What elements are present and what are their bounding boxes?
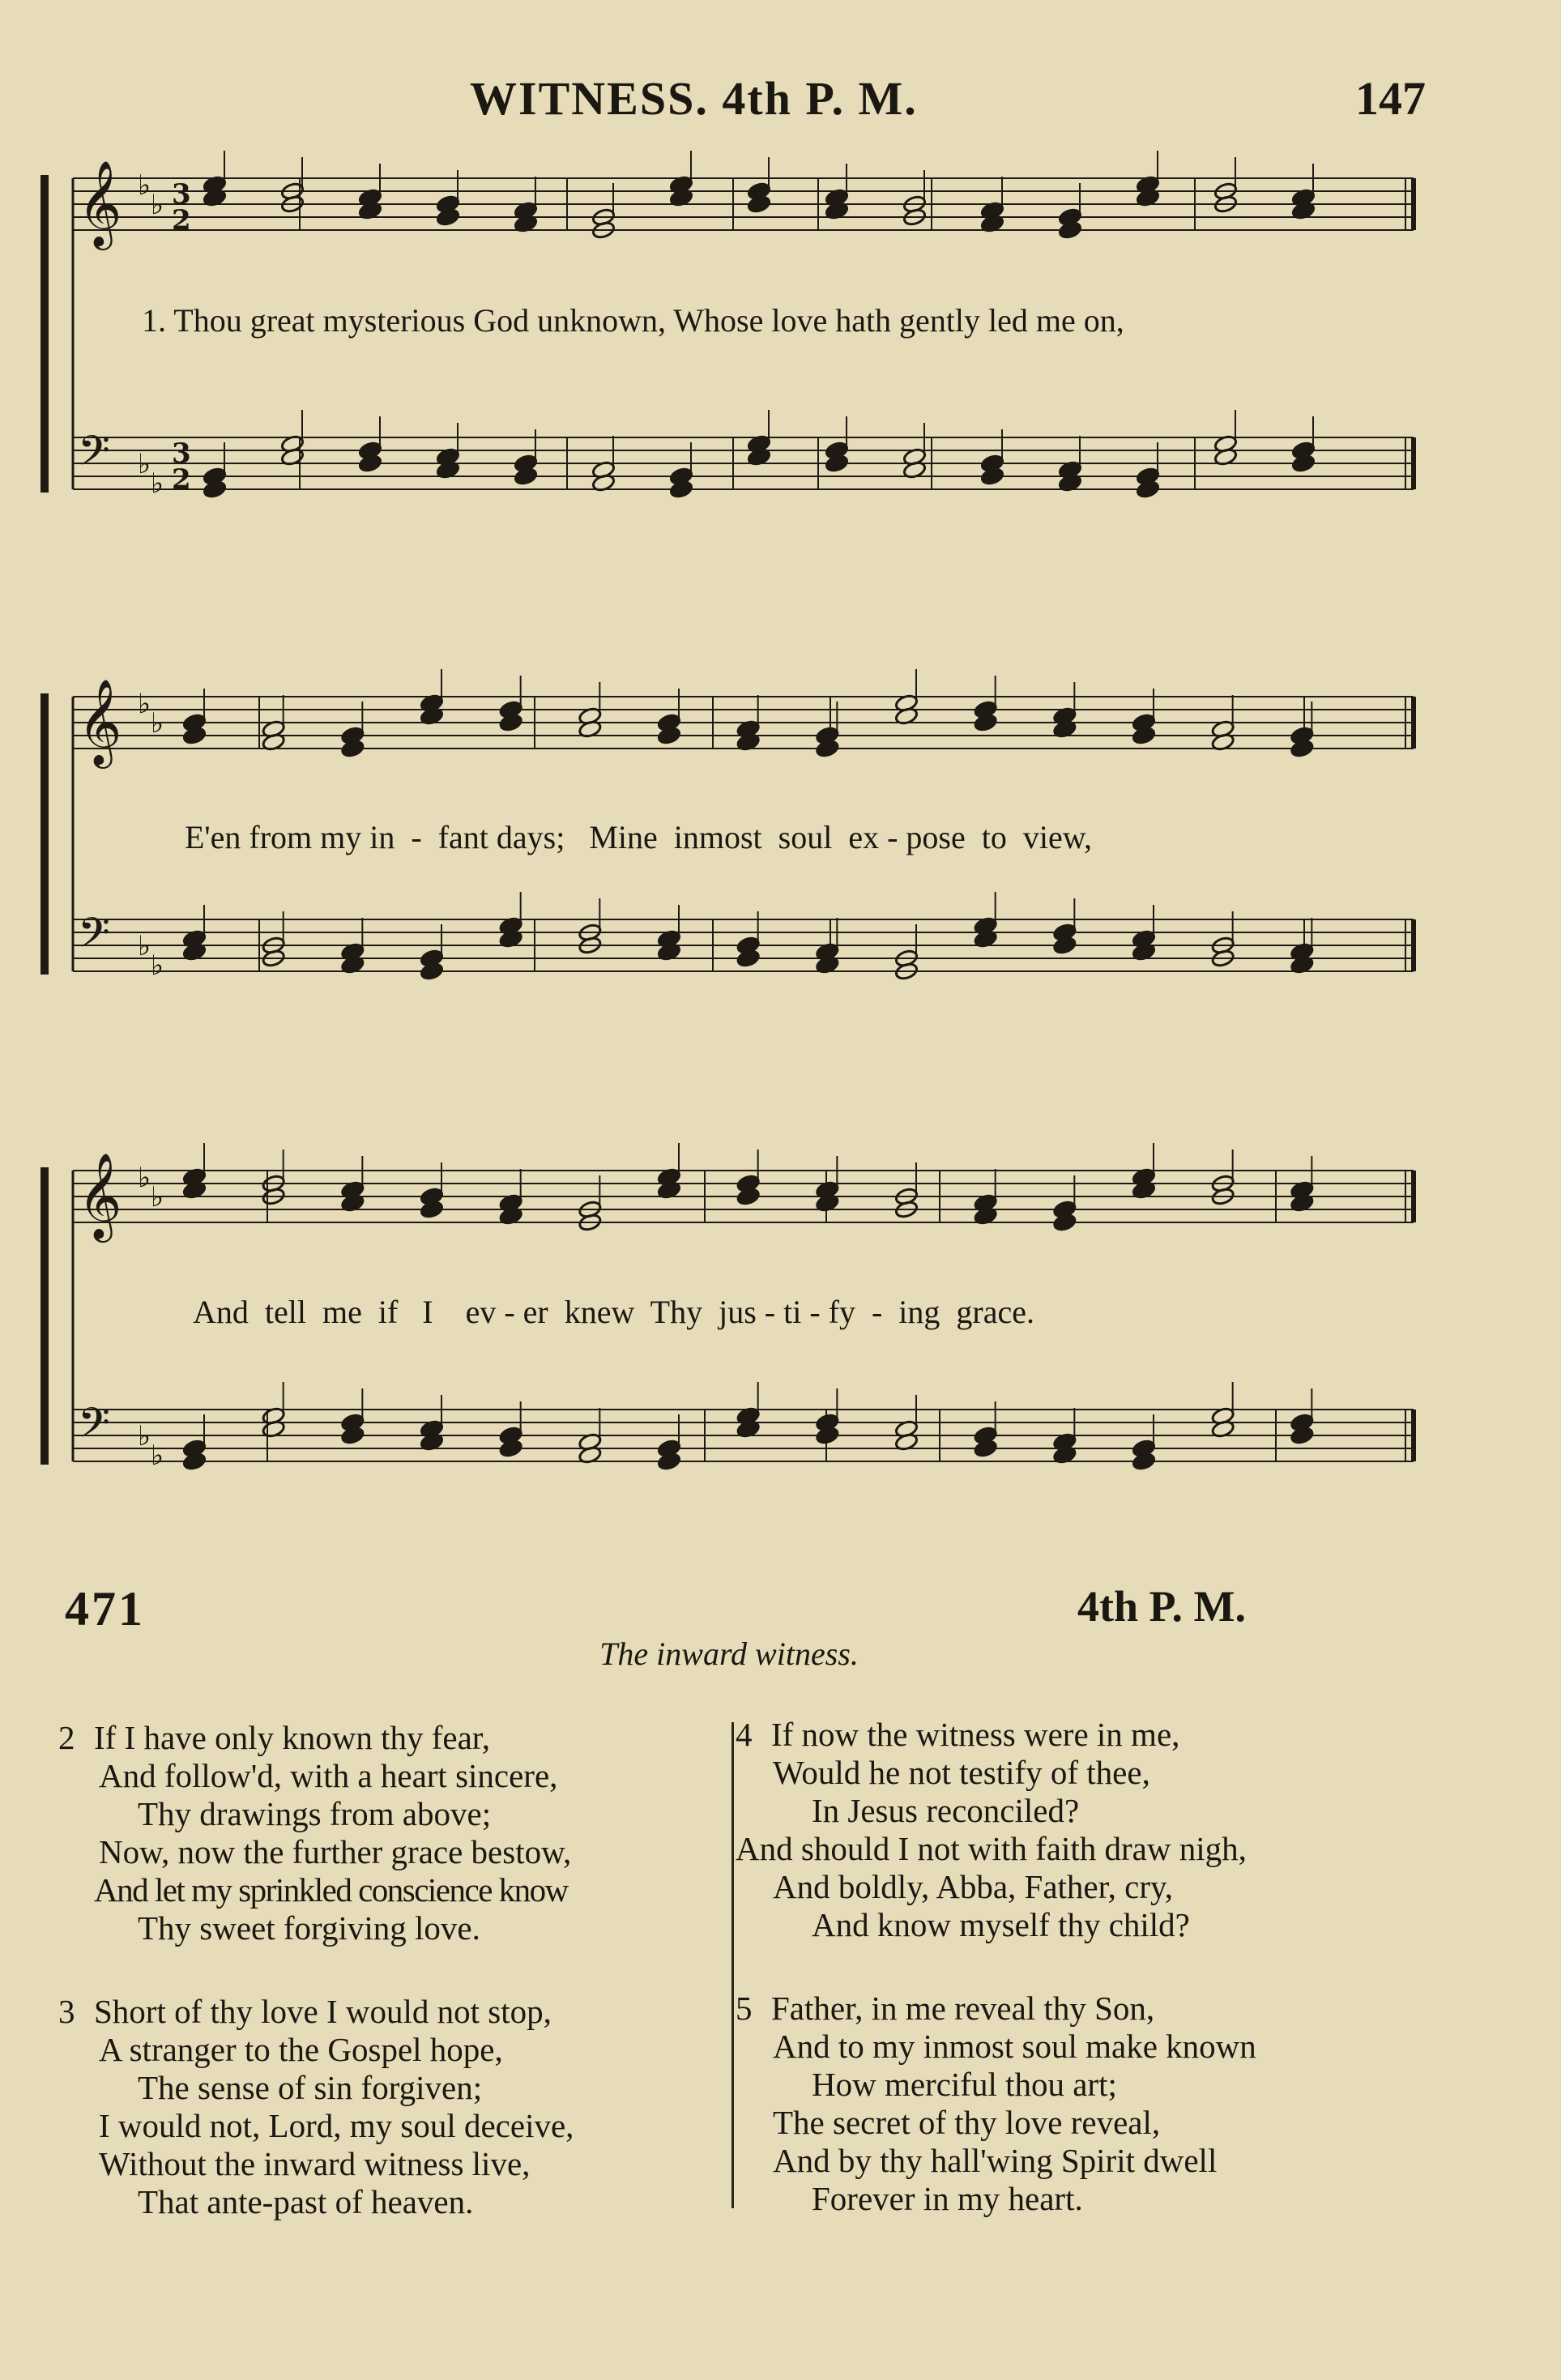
flat-sign: ♭	[138, 930, 151, 962]
verse-line: I would not, Lord, my soul deceive,	[99, 2107, 574, 2144]
lyric-line-1: 1. Thou great mysterious God unknown, Whose love hath gently led me on,	[142, 302, 1124, 339]
verse-line: Thy sweet forgiving love.	[138, 1909, 480, 1947]
verse-line: Short of thy love I would not stop,	[94, 1993, 552, 2030]
flat-sign: ♭	[138, 169, 151, 202]
verse-line: The sense of sin forgiven;	[138, 2069, 483, 2106]
hymn-number: 471	[65, 1582, 145, 1636]
verse-line: How merciful thou art;	[812, 2066, 1117, 2103]
verse-line: Thy drawings from above;	[138, 1795, 492, 1832]
music-systems	[41, 151, 1414, 1472]
verse-line: Forever in my heart.	[812, 2180, 1083, 2217]
verse-line: And to my inmost soul make known	[773, 2028, 1256, 2065]
verse-number: 5	[736, 1990, 753, 2027]
column-divider	[731, 1722, 734, 2208]
tune-title: WITNESS. 4th P. M.	[470, 72, 918, 125]
treble-clef: 𝄞	[78, 1152, 122, 1239]
lyric-line-3: And tell me if I ev - er knew Thy jus - ti - fy - ing grace.	[193, 1294, 1034, 1330]
verse-number: 4	[736, 1716, 753, 1753]
verse-line: Father, in me reveal thy Son,	[771, 1990, 1155, 2027]
flat-sign: ♭	[138, 688, 151, 720]
time-signature-bottom: 2	[172, 204, 191, 237]
verse-line: Without the inward witness live,	[99, 2145, 531, 2182]
treble-clef: 𝄞	[78, 678, 122, 765]
flat-sign: ♭	[138, 1162, 151, 1194]
flat-sign: ♭	[151, 949, 164, 982]
verse-line: Now, now the further grace bestow,	[99, 1833, 572, 1870]
verse-line: In Jesus reconciled?	[812, 1792, 1080, 1829]
verse-line: That ante-past of heaven.	[138, 2183, 474, 2220]
flat-sign: ♭	[151, 1440, 164, 1472]
verse-line: And let my sprinkled conscience know	[94, 1871, 568, 1909]
verse-line: If I have only known thy fear,	[94, 1719, 491, 1756]
system-brace	[41, 175, 49, 493]
system-brace	[41, 1167, 49, 1465]
time-signature-bottom: 2	[172, 463, 191, 496]
verse-line: And by thy hall'wing Spirit dwell	[773, 2142, 1218, 2179]
flat-sign: ♭	[151, 467, 164, 500]
verse-number: 3	[58, 1993, 75, 2030]
verse-4	[736, 1716, 1247, 1944]
time-signature-top: 3	[172, 437, 191, 470]
bass-clef: 𝄢	[78, 426, 110, 485]
hymn-meter: 4th P. M.	[1077, 1582, 1247, 1631]
verse-5	[736, 1990, 1256, 2218]
time-signature-top: 3	[172, 178, 191, 211]
verse-line: If now the witness were in me,	[771, 1716, 1180, 1753]
flat-sign: ♭	[138, 1420, 151, 1452]
flat-sign: ♭	[151, 1181, 164, 1213]
system-brace	[41, 693, 49, 975]
flat-sign: ♭	[151, 189, 164, 221]
verse-line: And should I not with faith draw nigh,	[736, 1830, 1247, 1867]
verse-line: Would he not testify of thee,	[773, 1754, 1150, 1791]
bass-clef: 𝄢	[78, 908, 110, 967]
page-number: 147	[1355, 72, 1426, 125]
treble-clef: 𝄞	[78, 160, 122, 246]
verse-3	[58, 1993, 574, 2221]
flat-sign: ♭	[138, 448, 151, 480]
verse-line: And follow'd, with a heart sincere,	[99, 1757, 558, 1794]
verse-line: And boldly, Abba, Father, cry,	[773, 1868, 1174, 1905]
verse-line: A stranger to the Gospel hope,	[99, 2031, 503, 2068]
hymn-subtitle: The inward witness.	[599, 1636, 859, 1672]
bass-clef: 𝄢	[78, 1398, 110, 1457]
verse-line: The secret of thy love reveal,	[773, 2104, 1161, 2141]
lyric-line-2: E'en from my in - fant days; Mine inmost soul ex - pose to view,	[185, 819, 1092, 855]
verse-line: And know myself thy child?	[812, 1906, 1190, 1943]
flat-sign: ♭	[151, 707, 164, 740]
verse-2	[58, 1719, 571, 1947]
verse-number: 2	[58, 1719, 75, 1756]
